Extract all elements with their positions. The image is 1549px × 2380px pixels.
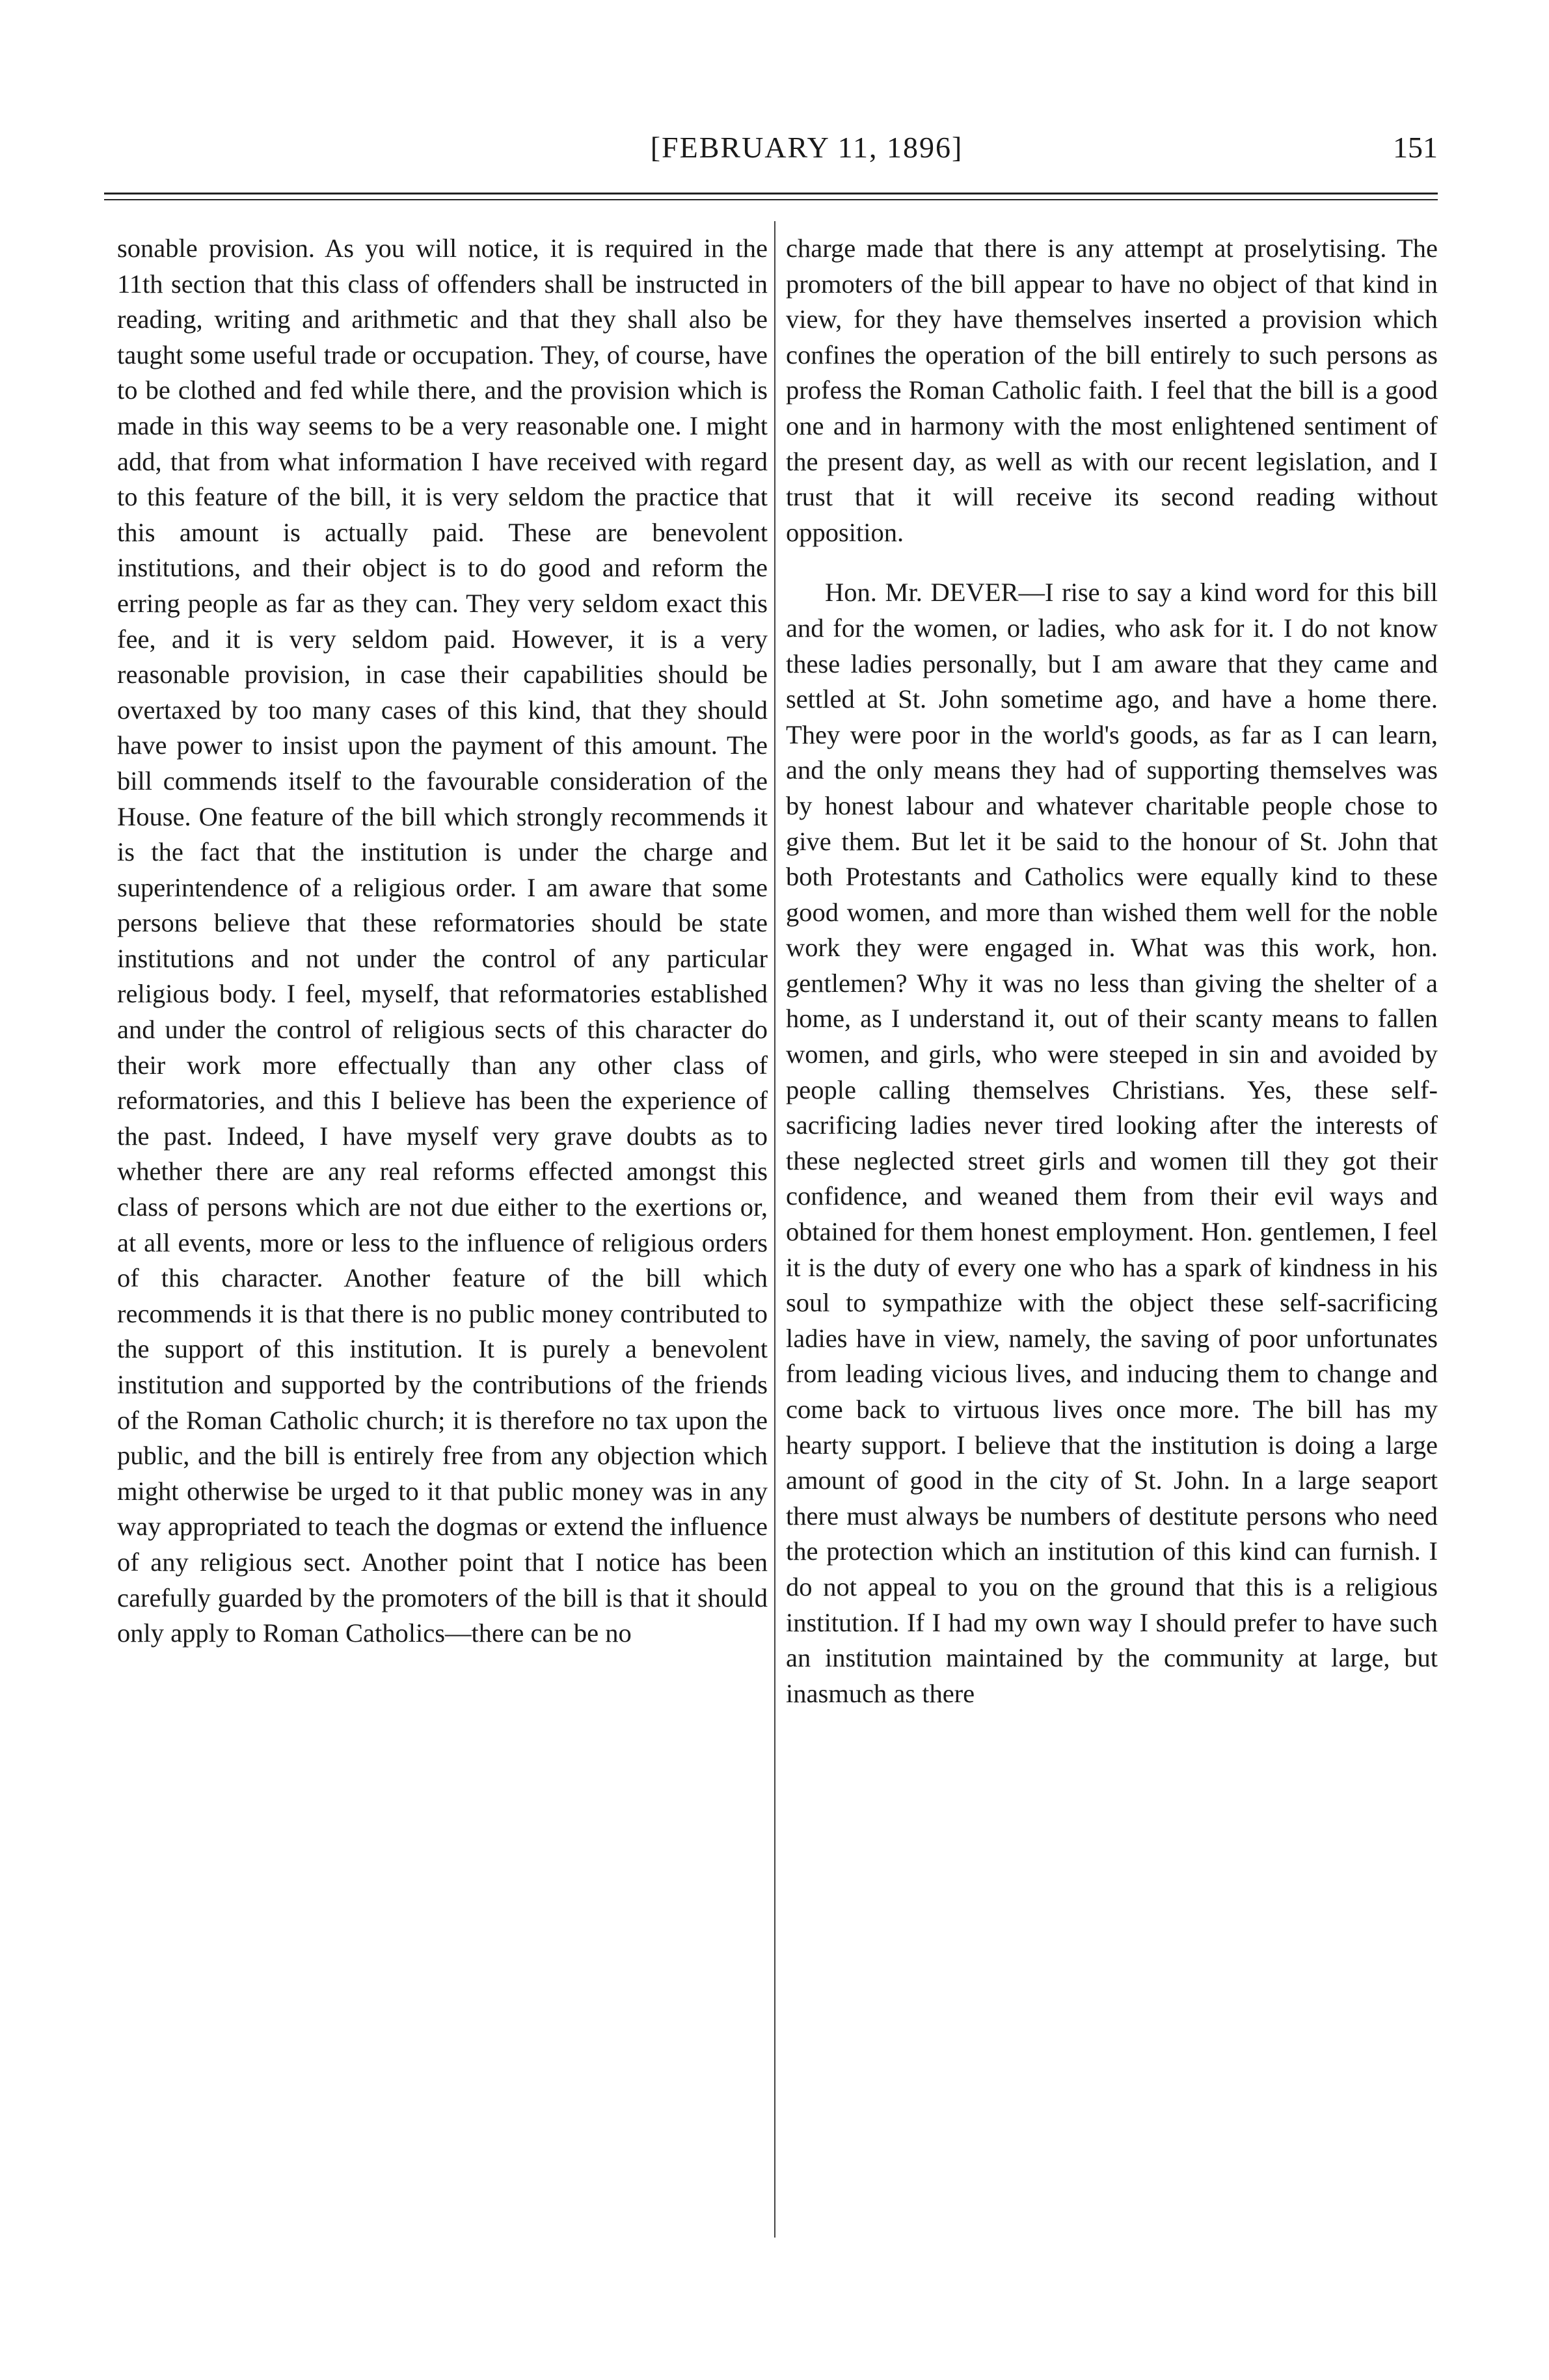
header-rule-top — [104, 193, 1438, 194]
right-column-paragraph-dever: Hon. Mr. DEVER—I rise to say a kind word for this bill and for the women, or ladies, who ask for it. I do not know these ladies personally, but I am aware that they came and settled at St. John sometime ago, and have a home there. They were poor in the world's goods, as far as I can learn, and the only means they had of supporting themselves was by honest labour and whatever charitable people chose to give them. But let it be said to the honour of St. John that both Protestants and Catholics were equally kind to these good women, and more than wished them well for the noble work they were engaged in. What was this work, hon. gentlemen? Why it was no less than giving the shelter of a home, as I understand it, out of their scanty means to fallen women, and girls, who were steeped in sin and avoided by people calling themselves Christians. Yes, these self-sacrificing ladies never tired looking after the interests of these neglected street girls and women till they got their confidence, and weaned them from their evil ways and obtained for them honest employment. Hon. gentlemen, I feel it is the duty of every one who has a spark of kindness in his soul to sympathize with the object these self-sacrificing ladies have in view, namely, the saving of poor unfortunates from leading vicious lives, and inducing them to change and come back to virtuous lives once more. The bill has my hearty support. I believe that the institution is doing a large amount of good in the city of St. John. In a large seaport there must always be numbers of destitute persons who need the protection which an institution of this kind can furnish. I do not appeal to you on the ground that this is a religious institution. If I had my own way I should prefer to have such an institution maintained by the community at large, but inasmuch as there — [786, 578, 1438, 1708]
left-column — [117, 231, 768, 1651]
header-rule-bottom — [104, 199, 1438, 200]
page-number: 151 — [1393, 131, 1438, 164]
column-divider — [774, 221, 775, 2238]
right-column-paragraph-continuation: charge made that there is any attempt at proselytising. The promoters of the bill appear to have no object of that kind in view, for they have themselves inserted a provision which confines the operation of the bill entirely to such persons as profess the Roman Catholic faith. I feel that the bill is a good one and in harmony with the most enlightened sentiment of the present day, as well as with our recent legislation, and I trust that it will receive its second reading without opposition. — [786, 234, 1438, 547]
right-column — [786, 231, 1438, 1711]
header-date: [FEBRUARY 11, 1896] — [650, 131, 963, 164]
left-column-paragraph: sonable provision. As you will notice, it is required in the 11th section that this class of offenders shall be instructed in reading, writing and arithmetic and that they shall also be taught some useful trade or occupation. They, of course, have to be clothed and fed while there, and the provision which is made in this way seems to be a very reasonable one. I might add, that from what information I have received with regard to this feature of the bill, it is very seldom the practice that this amount is actually paid. These are benevolent institutions, and their object is to do good and reform the erring people as far as they can. They very seldom exact this fee, and it is very seldom paid. However, it is a very reasonable provision, in case their capabilities should be overtaxed by too many cases of this kind, that they should have power to insist upon the payment of this amount. The bill commends itself to the favourable consideration of the House. One feature of the bill which strongly recommends it is the fact that the institution is under the charge and superintendence of a religious order. I am aware that some persons believe that these reformatories should be state institutions and not under the control of any particular religious body. I feel, myself, that reformatories established and under the control of religious sects of this character do their work more effectually than any other class of reformatories, and this I believe has been the experience of the past. Indeed, I have myself very grave doubts as to whether there are any real reforms effected amongst this class of persons which are not due either to the exertions or, at all events, more or less to the influence of religious orders of this character. Another feature of the bill which recommends it is that there is no public money contributed to the support of this institution. It is purely a benevolent institution and supported by the contributions of the friends of the Roman Catholic church; it is therefore no tax upon the public, and the bill is entirely free from any objection which might otherwise be urged to it that public money was in any way appropriated to teach the dogmas or extend the influence of any religious sect. Another point that I notice has been carefully guarded by the promoters of the bill is that it should only apply to Roman Catholics—there can be no — [117, 234, 768, 1648]
